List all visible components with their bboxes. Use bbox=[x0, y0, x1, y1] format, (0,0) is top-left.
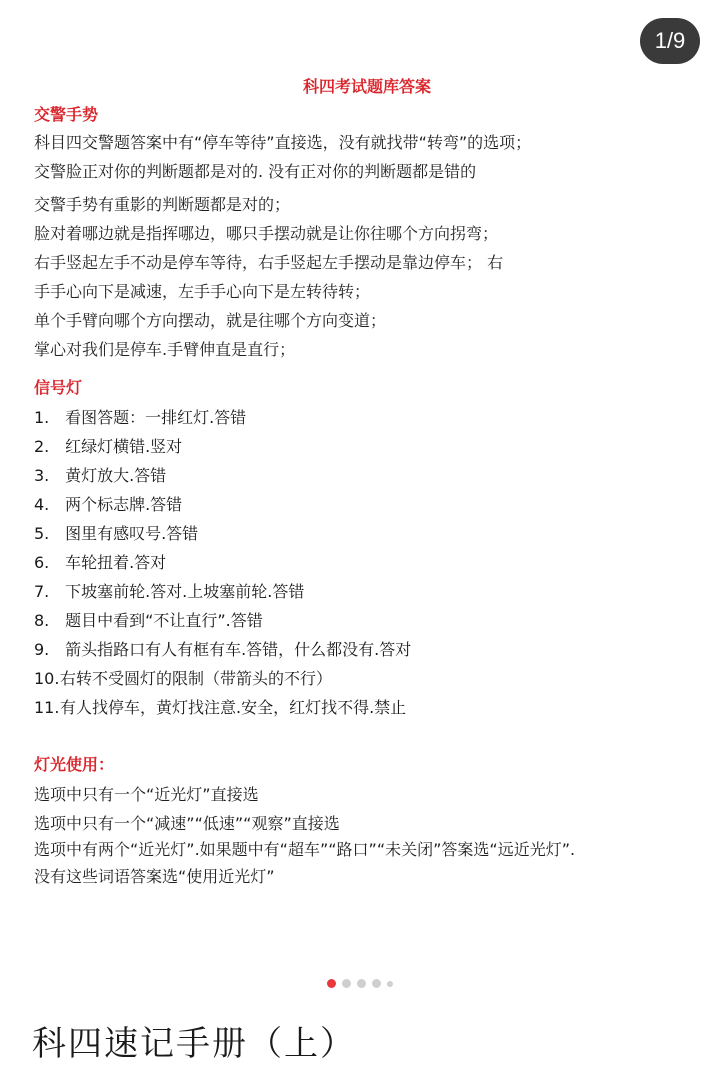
list-item-text: 黄灯放大.答错 bbox=[65, 466, 167, 485]
list-item bbox=[34, 403, 710, 432]
text-line: 科目四交警题答案中有“停车等待”直接选，没有就找带“转弯”的选项； bbox=[34, 133, 532, 152]
carousel-dot[interactable] bbox=[372, 979, 381, 988]
list-item-text: 题目中看到“不让直行”.答错 bbox=[65, 611, 263, 630]
list-item bbox=[34, 490, 710, 519]
section-traffic-police-gestures bbox=[34, 102, 710, 364]
list-item-number: 5. bbox=[34, 524, 50, 543]
text-line: 掌心对我们是停车.手臂伸直是直行； bbox=[34, 340, 296, 359]
list-item-number: 11. bbox=[34, 698, 60, 717]
list-item bbox=[34, 519, 710, 548]
list-item-number: 9. bbox=[34, 640, 50, 659]
list-item-number: 6. bbox=[34, 553, 50, 572]
text-line: 脸对着哪边就是指挥哪边，哪只手摆动就是让你往哪个方向拐弯； bbox=[34, 224, 499, 243]
section-heading: 灯光使用： bbox=[34, 755, 115, 774]
text-line: 交警脸正对你的判断题都是对的. 没有正对你的判断题都是错的 bbox=[34, 162, 477, 181]
list-item-number: 4. bbox=[34, 495, 50, 514]
text-line: 交警手势有重影的判断题都是对的； bbox=[34, 195, 291, 214]
page-counter: 1/9 bbox=[640, 18, 700, 64]
list-item bbox=[34, 461, 710, 490]
section-light-usage bbox=[34, 752, 710, 891]
list-item bbox=[34, 577, 710, 606]
text-line: 选项中只有一个“减速”“低速”“观察”直接选 bbox=[34, 814, 340, 833]
list-item-text: 车轮扭着.答对 bbox=[65, 553, 167, 572]
text-line: 选项中只有一个“近光灯”直接选 bbox=[34, 785, 259, 804]
post-title: 科四速记手册（上） bbox=[32, 1024, 356, 1064]
list-item-number: 10. bbox=[34, 669, 60, 688]
carousel-dot-active[interactable] bbox=[327, 979, 336, 988]
text-line: 右手竖起左手不动是停车等待，右手竖起左手摆动是靠边停车； 右 bbox=[34, 253, 504, 272]
list-item-text: 下坡塞前轮.答对.上坡塞前轮.答错 bbox=[65, 582, 305, 601]
list-item bbox=[34, 635, 710, 664]
list-item-text: 有人找停车，黄灯找注意.安全，红灯找不得.禁止 bbox=[60, 698, 407, 717]
list-item bbox=[34, 606, 710, 635]
list-item bbox=[34, 664, 710, 693]
list-item-text: 红绿灯横错.竖对 bbox=[65, 437, 183, 456]
list-item-number: 2. bbox=[34, 437, 50, 456]
list-item-text: 图里有感叹号.答错 bbox=[65, 524, 199, 543]
list-item-number: 8. bbox=[34, 611, 50, 630]
list-item-text: 两个标志牌.答错 bbox=[65, 495, 183, 514]
list-item-text: 看图答题：一排红灯.答错 bbox=[65, 408, 247, 427]
carousel-dot[interactable] bbox=[387, 981, 393, 987]
list-item-number: 7. bbox=[34, 582, 50, 601]
list-item bbox=[34, 432, 710, 461]
text-line: 单个手臂向哪个方向摆动，就是往哪个方向变道； bbox=[34, 311, 387, 330]
section-signal-lights bbox=[34, 375, 710, 722]
document-title: 科四考试题库答案 bbox=[302, 77, 431, 96]
list-item-number: 3. bbox=[34, 466, 50, 485]
carousel-dot[interactable] bbox=[357, 979, 366, 988]
section-heading: 信号灯 bbox=[34, 378, 83, 397]
section-heading: 交警手势 bbox=[34, 105, 99, 124]
text-line: 手手心向下是减速，左手手心向下是左转待转； bbox=[34, 282, 371, 301]
carousel-dot[interactable] bbox=[342, 979, 351, 988]
text-line: 选项中有两个“近光灯”.如果题中有“超车”“路口”“未关闭”答案选“远近光灯”. bbox=[34, 840, 576, 859]
list-item bbox=[34, 693, 710, 722]
list-item-text: 箭头指路口有人有框有车.答错，什么都没有.答对 bbox=[65, 640, 412, 659]
carousel-indicator[interactable] bbox=[0, 979, 720, 991]
text-line: 没有这些词语答案选“使用近光灯” bbox=[34, 867, 275, 886]
list-item-text: 右转不受圆灯的限制（带箭头的不行） bbox=[60, 669, 333, 688]
list-item bbox=[34, 548, 710, 577]
list-item-number: 1. bbox=[34, 408, 50, 427]
